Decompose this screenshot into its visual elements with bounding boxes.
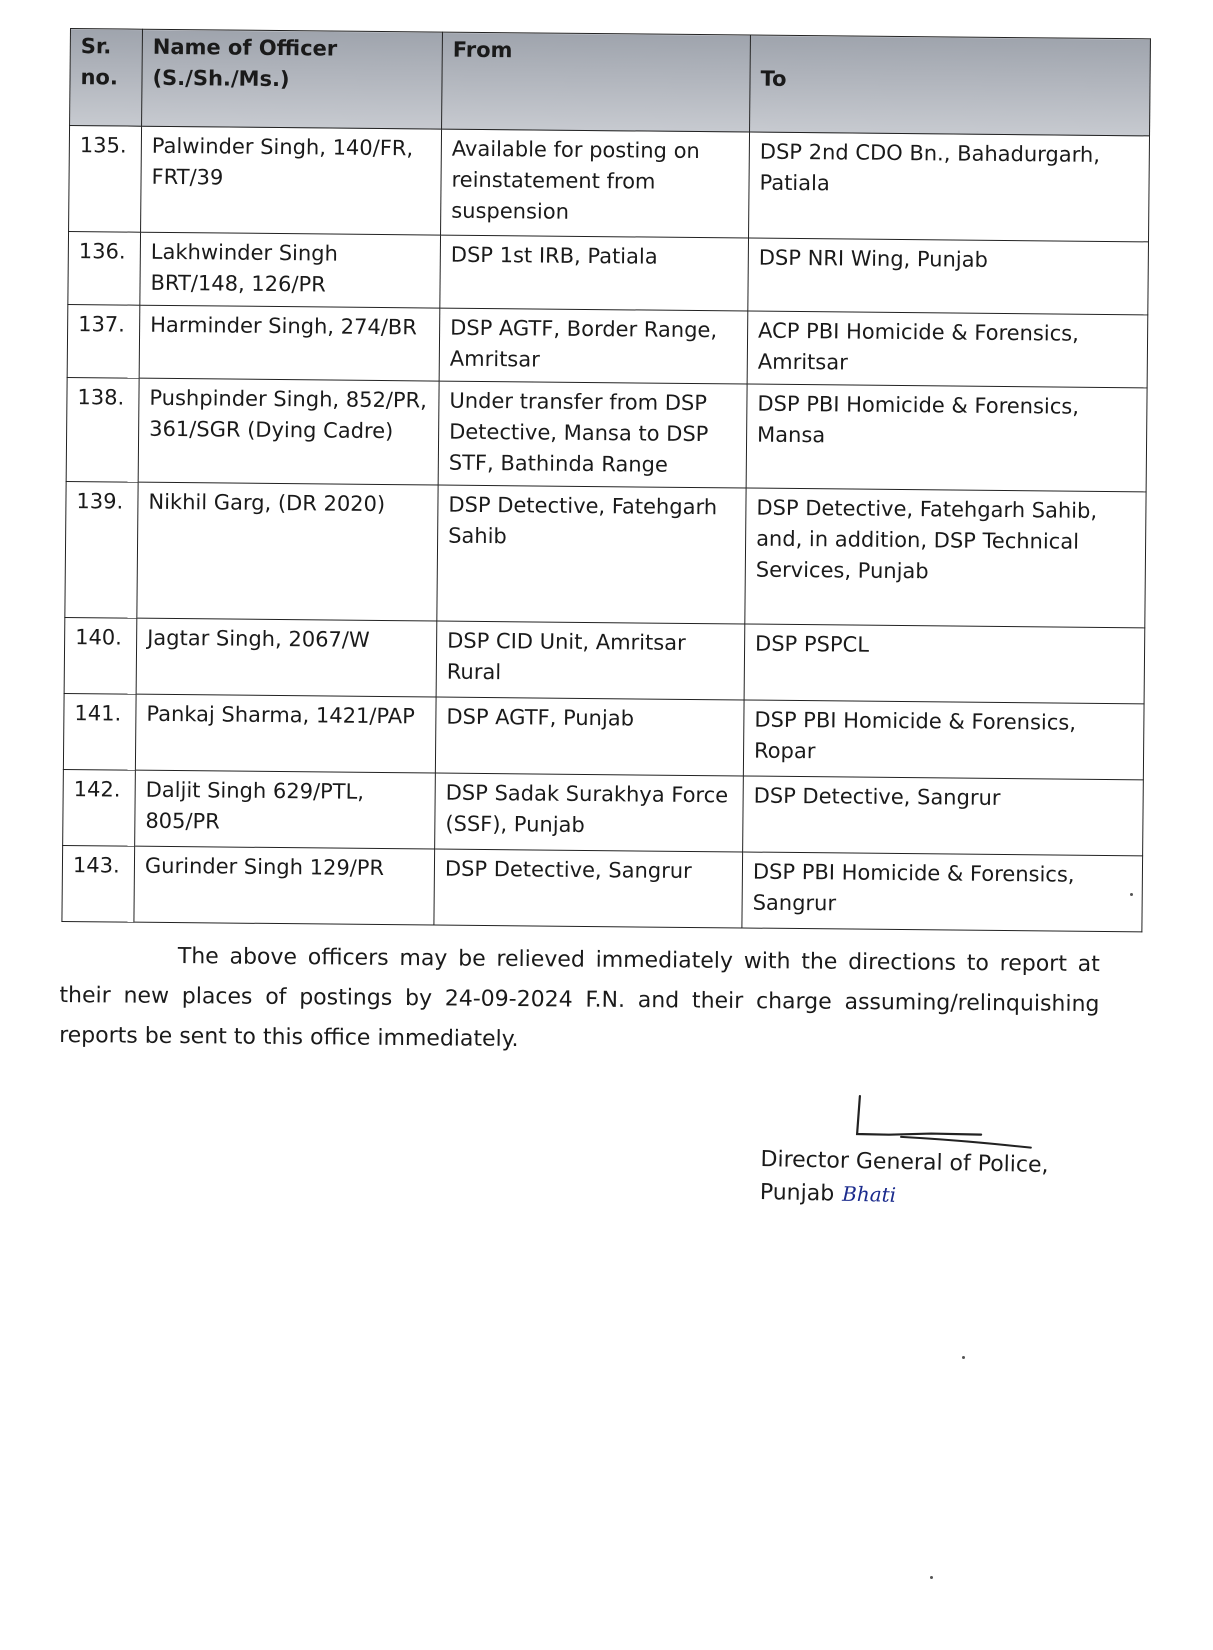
cell-from: DSP AGTF, Punjab xyxy=(435,697,744,776)
cell-to: ACP PBI Homicide & Forensics, Amritsar xyxy=(747,311,1148,388)
cell-name: Jagtar Singh, 2067/W xyxy=(136,618,437,697)
cell-to: DSP Detective, Fatehgarh Sahib, and, in addition, DSP Technical Services, Punjab xyxy=(745,488,1146,628)
scan-speck xyxy=(930,1576,933,1579)
cell-srno: 135. xyxy=(69,126,142,233)
table-row xyxy=(63,769,1144,855)
cell-from: DSP Detective, Sangrur xyxy=(434,849,743,928)
header-to: To xyxy=(750,35,1151,136)
cell-to: DSP PBI Homicide & Forensics, Mansa xyxy=(746,384,1147,492)
cell-name: Pushpinder Singh, 852/PR, 361/SGR (Dying Cadre) xyxy=(138,378,439,485)
cell-to: DSP NRI Wing, Punjab xyxy=(748,238,1149,315)
scan-speck xyxy=(962,1356,965,1359)
table-row xyxy=(69,126,1150,242)
cell-from: DSP AGTF, Border Range, Amritsar xyxy=(439,308,748,384)
designation-location xyxy=(760,1176,1121,1217)
header-from: From xyxy=(442,32,751,132)
body-text: The above officers may be relieved immediately with the directions to report at their new places of postings by 24-09-2024 F.N. and their charge assuming/relinquishing reports be sent to this office immediately. xyxy=(59,944,1100,1053)
cell-to: DSP 2nd CDO Bn., Bahadurgarh, Patiala xyxy=(749,132,1150,242)
cell-from: DSP 1st IRB, Patiala xyxy=(440,235,749,311)
designation-state: Punjab xyxy=(759,1179,835,1207)
cell-name: Harminder Singh, 274/BR xyxy=(139,305,440,381)
cell-srno: 138. xyxy=(66,377,139,482)
cell-from: DSP Sadak Surakhya Force (SSF), Punjab xyxy=(435,773,744,852)
cell-to: DSP Detective, Sangrur xyxy=(743,776,1144,856)
cell-to: DSP PSPCL xyxy=(744,624,1145,704)
cell-name: Lakhwinder Singh BRT/148, 126/PR xyxy=(140,232,441,308)
transfer-table xyxy=(61,28,1151,932)
handwritten-signature xyxy=(761,1090,1122,1152)
cell-from: DSP CID Unit, Amritsar Rural xyxy=(436,621,745,700)
table-row xyxy=(63,693,1144,779)
cell-srno: 142. xyxy=(63,769,136,846)
cell-srno: 141. xyxy=(63,693,136,770)
paragraph-indent xyxy=(60,962,178,963)
cell-name: Palwinder Singh, 140/FR, FRT/39 xyxy=(141,126,442,235)
cell-from: Available for posting on reinstatement from suspension xyxy=(441,129,750,238)
designation-title: Director General of Police, xyxy=(760,1146,1049,1179)
cell-name: Pankaj Sharma, 1421/PAP xyxy=(135,694,436,773)
scan-speck xyxy=(1130,893,1133,896)
table-row xyxy=(62,845,1143,931)
header-name: Name of Officer (S./Sh./Ms.) xyxy=(142,29,443,129)
table-row xyxy=(65,481,1146,627)
table-header-row xyxy=(70,29,1151,136)
cell-name: Daljit Singh 629/PTL, 805/PR xyxy=(135,770,436,849)
header-srno: Sr. no. xyxy=(70,29,143,127)
cell-srno: 143. xyxy=(62,845,135,922)
cell-from: Under transfer from DSP Detective, Mansa to DSP STF, Bathinda Range xyxy=(438,381,747,488)
signature-block xyxy=(760,1090,1122,1217)
cell-from: DSP Detective, Fatehgarh Sahib xyxy=(437,485,746,624)
cell-name: Nikhil Garg, (DR 2020) xyxy=(137,482,438,621)
table-row xyxy=(67,304,1148,387)
cell-srno: 137. xyxy=(67,304,140,378)
cell-srno: 139. xyxy=(65,481,138,618)
table-row xyxy=(68,231,1149,314)
transfer-table-container xyxy=(61,28,1150,932)
body-paragraph xyxy=(59,936,1100,1065)
cell-name: Gurinder Singh 129/PR xyxy=(134,846,435,925)
table-row xyxy=(64,617,1145,703)
table-row xyxy=(66,377,1147,491)
cell-srno: 140. xyxy=(64,617,137,694)
cell-to: DSP PBI Homicide & Forensics, Ropar xyxy=(743,700,1144,780)
cell-srno: 136. xyxy=(68,231,141,305)
handwritten-initials: Bhati xyxy=(841,1181,897,1207)
cell-to: DSP PBI Homicide & Forensics, Sangrur xyxy=(742,852,1143,932)
signature-scribble-icon xyxy=(761,1090,1042,1150)
